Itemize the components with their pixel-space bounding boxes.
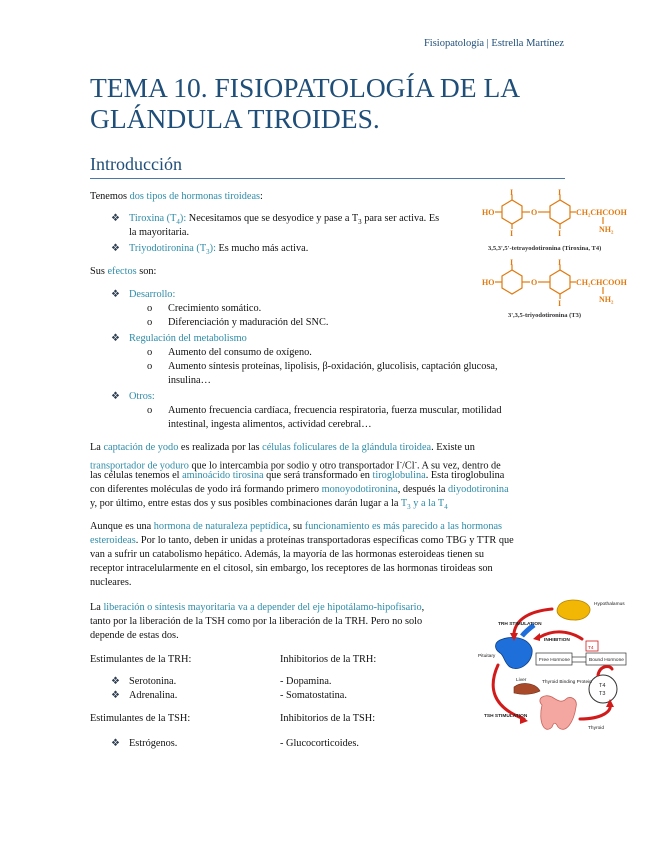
effect-otros: Otros: <box>129 391 155 402</box>
iodine-label: I <box>558 188 562 197</box>
hormone-circle <box>589 675 617 703</box>
para-yodo-line5 <box>90 497 448 514</box>
tsh-stim-item: Estrógenos. <box>129 738 178 749</box>
text-run: . A su vez, dentro de <box>416 460 501 472</box>
circle-bullet-icon: o <box>147 405 153 416</box>
intro-paragraph <box>90 190 263 204</box>
para-eje-line2: tanto por la liberación de la TSH como por la liberación de la TRH. Pero no solo <box>90 616 423 627</box>
text-run: y, por último, entre estas dos y sus posibles combinaciones darán lugar a la <box>90 498 401 509</box>
text-run: /Cl <box>402 460 415 472</box>
triiodothyronine-structure <box>480 258 650 323</box>
text-run: . Por lo tanto, deben ir unidas a proteínas transportadoras específicas como TBG y TTR que <box>135 535 514 546</box>
benzene-ring <box>502 200 522 224</box>
trh-arrow <box>514 609 552 633</box>
highlight-text: células foliculares de la glándula tiroidea <box>262 442 432 453</box>
para-peptidica-line4: receptor intracelularmente en el citosol, sin embargo, los receptores de las hormonas tiroideas son <box>90 563 493 574</box>
circle-bullet-icon: o <box>147 317 153 328</box>
diamond-bullet-icon: ❖ <box>111 333 120 344</box>
benzene-ring <box>550 270 570 294</box>
diamond-bullet-icon: ❖ <box>111 676 120 687</box>
para-peptidica-line1 <box>90 520 502 534</box>
highlight-text: captación de yodo <box>103 442 179 453</box>
text-run: Es mucho más activa. <box>215 243 309 254</box>
highlight-text: transportador de yoduro <box>90 460 189 472</box>
effects-intro <box>90 265 156 279</box>
ho-label: HO <box>482 208 495 217</box>
subscript: 3 <box>206 248 210 257</box>
text-run: . Esta tiroglobulina <box>425 470 505 481</box>
highlight-text: funcionamiento es más parecido a las hormonas <box>304 521 503 532</box>
text-run: La <box>90 602 104 613</box>
free-hormone-label: Free Hormone <box>539 658 570 663</box>
highlight-text: liberación o síntesis mayoritaria va a depender del eje hipotálamo-hipofisario <box>103 602 422 613</box>
highlight-text: tiroglobulina <box>372 470 426 481</box>
release-arrow <box>580 705 610 719</box>
text-run: las células tenemos el <box>90 470 183 481</box>
text-run: Tenemos <box>90 191 130 202</box>
thyroxine-structure <box>480 188 650 255</box>
subscript: 3 <box>358 218 362 227</box>
text-run: Aunque es una <box>90 521 154 532</box>
t4-label: T4 <box>588 646 594 651</box>
side-chain-label: CH₂CHCOOH <box>576 208 627 217</box>
molecule-caption: 3,5,3',5'-tetrayodotironina (Tiroxina, T4) <box>488 245 602 252</box>
t4-circle-label: T4 <box>599 683 606 689</box>
para-yodo-line1 <box>90 441 475 455</box>
circle-bullet-icon: o <box>147 361 153 372</box>
term-label-end: ): <box>209 243 216 254</box>
effect-metabolismo: Regulación del metabolismo <box>129 333 247 344</box>
ho-label: HO <box>482 278 495 287</box>
effect-desarrollo: Desarrollo: <box>129 289 176 300</box>
iodine-label: I <box>558 299 562 308</box>
title-line-1: TEMA 10. FISIOPATOLOGÍA DE LA <box>90 72 521 103</box>
sub-item: Diferenciación y maduración del SNC. <box>168 317 329 328</box>
highlight-text: monoyodotironina <box>321 484 398 495</box>
tsh-inh-heading: Inhibitorios de la TSH: <box>280 713 376 724</box>
circle-bullet-icon: o <box>147 303 153 314</box>
molecule-caption: 3',3,5-triyodotironina (T3) <box>508 312 582 319</box>
para-eje-line3: depende de estas dos. <box>90 630 179 641</box>
tsh-label: TSH STIMULATION <box>484 714 528 719</box>
trh-inh-item: - Somatostatina. <box>280 690 347 701</box>
superscript: - <box>414 458 417 466</box>
sub-item: Aumento síntesis proteínas, lipolisis, β-oxidación, glucolisis, captación glucosa, <box>168 361 498 372</box>
highlight-text: hormona de naturaleza peptídica <box>153 521 288 532</box>
iodine-label: I <box>510 188 514 197</box>
hypothalamus-label: Hypothalamus <box>594 602 625 607</box>
para-yodo-line3 <box>90 469 504 483</box>
trh-stim-item: Adrenalina. <box>129 690 178 701</box>
benzene-ring <box>550 200 570 224</box>
title-line-2: GLÁNDULA TIROIDES. <box>90 103 380 134</box>
sub-item: Aumento frecuencia cardíaca, frecuencia respiratoria, fuerza muscular, motilidad <box>168 405 502 416</box>
thyroid-shape <box>540 696 576 730</box>
term-label-end: ): <box>179 213 187 224</box>
iodine-label: I <box>558 258 562 267</box>
highlight-text: esteroideas <box>90 535 136 546</box>
diamond-bullet-icon: ❖ <box>111 213 120 224</box>
thyroid-axis-diagram <box>470 595 638 745</box>
text-run: que lo intercambia por sodio y otro transportador I <box>188 460 400 472</box>
bullet-tiroxina <box>111 212 120 226</box>
highlight-text: aminoácido tirosina <box>182 470 264 481</box>
text-run: que será transformado en <box>263 470 373 481</box>
diamond-bullet-icon: ❖ <box>111 289 120 300</box>
highlight-text: T <box>400 498 408 509</box>
ether-o-label: O <box>531 208 538 217</box>
iodine-label: I <box>558 229 562 238</box>
text-run: Sus <box>90 266 108 277</box>
para-yodo-line4 <box>90 483 509 497</box>
pituitary-label: Pituitary <box>478 654 496 659</box>
diamond-bullet-icon: ❖ <box>111 391 120 402</box>
section-heading: Introducción <box>90 154 182 174</box>
diamond-bullet-icon: ❖ <box>111 690 120 701</box>
highlight-text: diyodotironina <box>448 484 509 495</box>
highlight-text: y a la T <box>410 498 445 509</box>
highlight-text: dos tipos de hormonas tiroideas <box>129 191 261 202</box>
text-run: Necesitamos que se desyodice y pase a T <box>188 213 359 224</box>
text-run: para ser activa. Es <box>361 213 440 224</box>
term-label: Tiroxina (T <box>129 213 177 224</box>
trh-inh-heading: Inhibitorios de la TRH: <box>280 654 377 665</box>
page-title <box>90 72 570 134</box>
subscript: 3 <box>407 503 411 512</box>
text-run: , su <box>287 521 305 532</box>
text-run: , <box>421 602 425 613</box>
iodine-label: I <box>510 229 514 238</box>
superscript: - <box>399 458 403 466</box>
trh-stim-item: Serotonina. <box>129 676 177 687</box>
side-chain-label: CH₂CHCOOH <box>576 278 627 287</box>
t3-circle-label: T3 <box>599 691 606 697</box>
pituitary-shape <box>496 637 533 668</box>
circle-bullet-icon: o <box>147 347 153 358</box>
text-run: . Existe un <box>431 442 475 453</box>
diamond-bullet-icon: ❖ <box>111 738 120 749</box>
amine-label: NH₂ <box>599 295 614 304</box>
ether-o-label: O <box>531 278 538 287</box>
text-run: es realizada por las <box>178 442 263 453</box>
amine-label: NH₂ <box>599 225 614 234</box>
text-run: La <box>90 442 104 453</box>
trh-inh-item: - Dopamina. <box>280 676 332 687</box>
subscript: 4 <box>176 218 180 227</box>
trh-label: TRH STIMULATION <box>498 622 542 627</box>
hypothalamus-shape <box>557 600 590 620</box>
highlight-text: efectos <box>107 266 137 277</box>
running-header: Fisiopatología | Estrella Martínez <box>423 38 564 49</box>
text-run: , después la <box>397 484 449 495</box>
liver-label: Liver <box>516 678 527 683</box>
inhibition-label: INHIBITION <box>544 638 570 643</box>
text-run: son: <box>136 266 157 277</box>
tsh-inh-item: - Glucocorticoides. <box>280 738 359 749</box>
subscript: 4 <box>444 503 448 512</box>
para-peptidica-line2 <box>90 534 514 548</box>
benzene-ring <box>502 270 522 294</box>
text-run: con diferentes moléculas de yodo irá formando primero <box>90 484 322 495</box>
para-peptidica-line3: van a sufrir un catabolismo hepático. Además, la mayoría de las hormonas esteroideas tienen su <box>90 549 485 560</box>
bullet-triyodo <box>111 242 120 256</box>
para-eje-line1 <box>90 601 424 615</box>
tbp-label: Thyroid Binding Protein <box>542 680 592 685</box>
sub-item: Crecimiento somático. <box>168 303 262 314</box>
thyroid-label: Thyroid <box>588 726 604 731</box>
para-peptidica-line5: nucleares. <box>90 577 132 588</box>
iodine-label: I <box>510 258 514 267</box>
bullet-tiroxina-line2: la mayoritaria. <box>129 227 190 238</box>
sub-item-cont: insulina… <box>168 375 211 386</box>
text-run: : <box>260 191 263 202</box>
sub-item: Aumento del consumo de oxígeno. <box>168 347 312 358</box>
diamond-bullet-icon: ❖ <box>111 243 120 254</box>
term-label: Triyodotironina (T <box>129 243 207 254</box>
bound-hormone-label: Bound Hormone <box>589 658 624 663</box>
section-rule <box>90 178 565 179</box>
tsh-stim-heading: Estimulantes de la TSH: <box>90 713 191 724</box>
trh-stim-heading: Estimulantes de la TRH: <box>90 654 192 665</box>
sub-item-cont: intestinal, ingesta alimentos, actividad cerebral… <box>168 419 372 430</box>
bullet-triyodo-text <box>129 242 308 259</box>
liver-shape <box>514 684 540 695</box>
